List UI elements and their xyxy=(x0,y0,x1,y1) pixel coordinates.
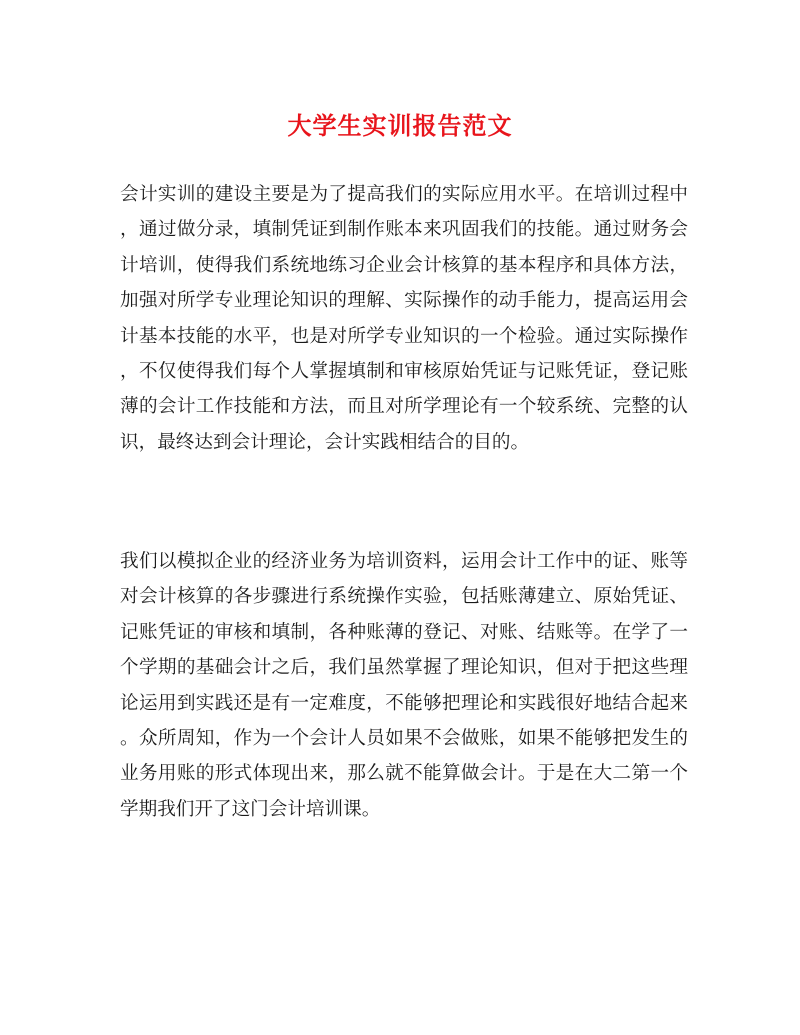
text-line: ，通过做分录，填制凭证到制作账本来巩固我们的技能。通过财务会 xyxy=(120,219,688,241)
text-line: 识，最终达到会计理论，会计实践相结合的目的。 xyxy=(120,431,530,453)
text-line: 论运用到实践还是有一定难度，不能够把理论和实践很好地结合起来 xyxy=(120,692,688,714)
paragraph-1 xyxy=(120,177,688,460)
paragraph-2 xyxy=(120,544,688,827)
text-line: 加强对所学专业理论知识的理解、实际操作的动手能力，提高运用会 xyxy=(120,290,688,312)
text-line: 记账凭证的审核和填制，各种账薄的登记、对账、结账等。在学了一 xyxy=(120,621,688,643)
text-line: 学期我们开了这门会计培训课。 xyxy=(120,798,381,820)
text-line: 对会计核算的各步骤进行系统操作实验，包括账薄建立、原始凭证、 xyxy=(120,586,688,608)
document-title: 大学生实训报告范文 xyxy=(287,111,513,140)
text-line: 薄的会计工作技能和方法，而且对所学理论有一个较系统、完整的认 xyxy=(120,396,688,418)
text-line: 业务用账的形式体现出来，那么就不能算做会计。于是在大二第一个 xyxy=(120,763,688,785)
text-line: 我们以模拟企业的经济业务为培训资料，运用会计工作中的证、账等 xyxy=(120,551,688,572)
text-line: 计基本技能的水平，也是对所学专业知识的一个检验。通过实际操作 xyxy=(120,325,688,347)
text-line: 会计实训的建设主要是为了提高我们的实际应用水平。在培训过程中 xyxy=(120,184,688,205)
text-line: 计培训，使得我们系统地练习企业会计核算的基本程序和具体方法， xyxy=(120,254,688,276)
text-line: ，不仅使得我们每个人掌握填制和审核原始凭证与记账凭证，登记账 xyxy=(120,360,688,382)
text-line: 个学期的基础会计之后，我们虽然掌握了理论知识，但对于把这些理 xyxy=(120,657,688,679)
text-line: 。众所周知，作为一个会计人员如果不会做账，如果不能够把发生的 xyxy=(120,727,688,749)
